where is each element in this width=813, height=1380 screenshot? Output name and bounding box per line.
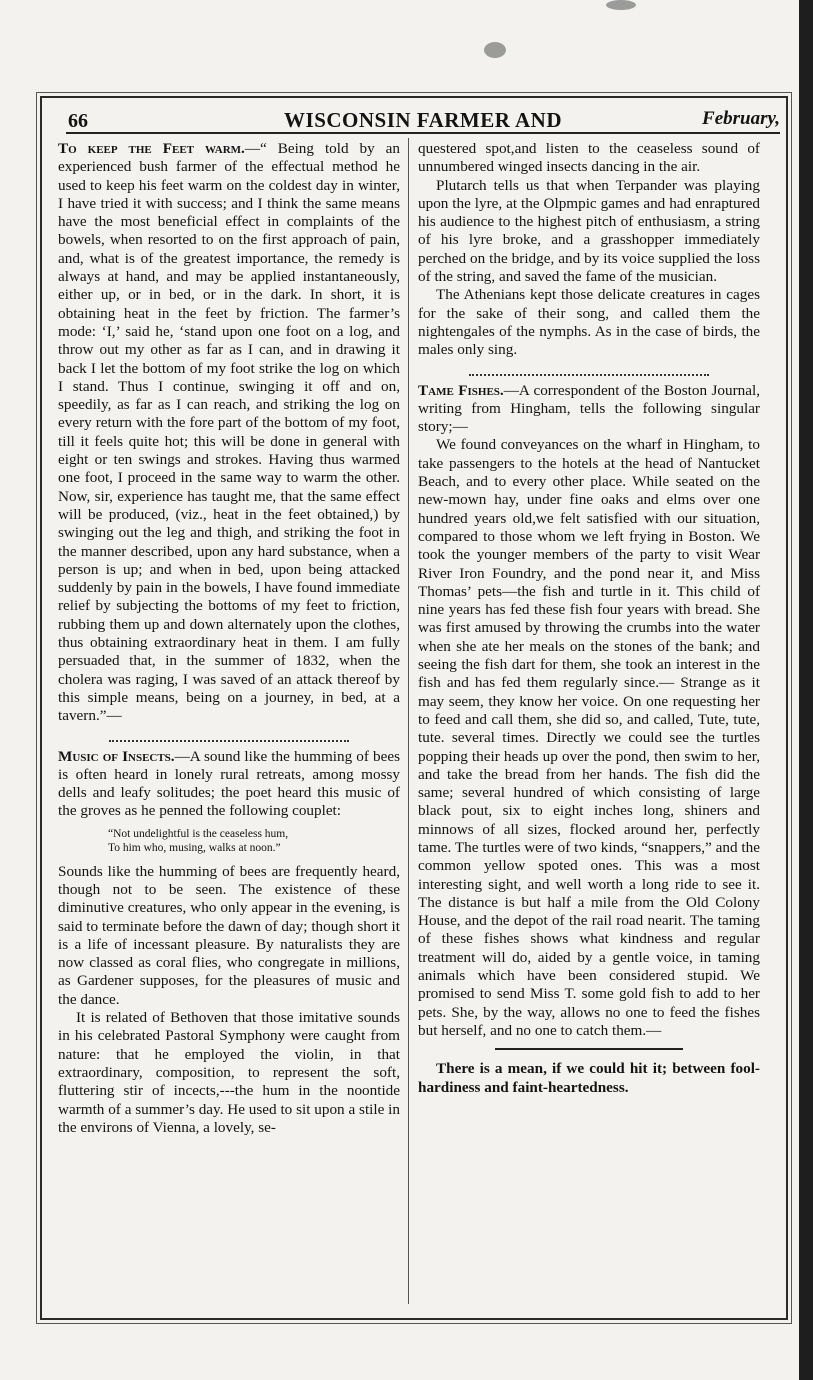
running-header — [66, 104, 780, 134]
verse-line: To him who, musing, walks at noon.” — [108, 841, 281, 854]
paragraph: The Athenians kept those delicate creatures in cages for the sake of their song, and called them the nightengales of the nymphs. As in the case of birds, the males only sing. — [418, 286, 760, 359]
article-keep-feet-warm — [58, 140, 400, 726]
paragraph: questered spot,and listen to the ceaseless sound of unnumbered winged insects dancing in the air. — [418, 140, 760, 176]
closing-maxim — [418, 1060, 760, 1097]
verse-couplet — [108, 827, 400, 855]
page-number: 66 — [68, 110, 88, 132]
column-divider — [408, 138, 409, 1304]
left-column — [58, 140, 400, 1137]
paragraph: Plutarch tells us that when Terpander was playing upon the lyre, at the Olpmpic games and had enraptured his audience to the highest pitch of enthusiasm, a string of his lyre broke, and a grasshopper immediately perched on the bridge, and by its voice supplied the loss of the string, and saved the fame of the musician. — [418, 176, 760, 286]
issue-month: February, — [702, 108, 780, 129]
article-heading: Music of Insects. — [58, 747, 175, 765]
article-music-of-insects — [58, 748, 400, 821]
article-heading: To keep the Feet warm. — [58, 140, 245, 157]
article-tame-fishes — [418, 382, 760, 437]
article-body: —“ Being told by an experienced bush farmer of the effectual method he used to keep his feet warm on the coldest day in winter, I have tried it with success; and I think the same means have the most beneficial effect in complaints of the bowels, when resorted to on the first approach of pain, and, what is of the greatest importance, the remedy is always at hand, and may be applied instantaneously, either up, or in bed, or in the dark. In short, it is obtaining heat in the feet by friction. The farmer’s mode: ‘I,’ said he, ‘stand upon one foot on a log, and throw out my other as far as I can, and in drawing it back I let the bottom of my foot strike the log on which I stand. Thus I continue, swinging it off and on, speedily, as far as I can reach, and striking the log on every return with the fore part of the bottom of my foot, till it feels quite hot; this will be done in general with eight or ten swings and strokes. Having thus warmed one foot, I proceed in the same way to warm the other. Now, sir, experience has taught me, that the same effect will be produced, (viz., heat in the feet obtained,) by swinging out the leg and thigh, and striking the foot in the manner described, upon any hard substance, when a person is up; and when in bed, upon being attacked suddenly by pain in the bowels, I have found immediate relief by subjecting the bottoms of my feet to friction, rubbing them up and down alternately upon the clothes, thus obtaining extraordinary heat in them. I am fully persuaded that, in the summer of 1832, when the cholera was raging, I was saved of an attack thereof by this simple means, being on a journey, in bed, at a tavern.”— — [58, 140, 400, 725]
article-heading: Tame Fishes. — [418, 381, 504, 399]
right-column — [418, 140, 760, 1097]
paragraph: We found conveyances on the wharf in Hingham, to take passengers to the hotels at the head of Nantucket Beach, and to every other place. While seated on the new-mown hay, under fine oaks and elms over one hundred years old,we felt satisfied with our situation, compared to those whom we left frying in Boston. We took the younger members of the party to visit Wear River Iron Foundry, and the pond near it, and Miss Thomas’ pets—the fish and turtle in it. This child of nine years has fed these fish four years with bread. She was first amused by throwing the crumbs into the water when she ate her meals on the stones of the bank; and seeing the fish dart for them, she took an interest in the fish and has fed them regularly since.— Strange as it may seem, they know her voice. On one requesting her to feed and call them, she did so, and called, Tute, tute, tute. several times. Directly we could see the turtles popping their heads up over the pond, then swim to her, and take the bread from her hands. The fish did the same; several hundred of which consisting of large black pout, six to eight inches long, shiners and minnows of all sizes, flocked around her, perfectly tame. The turtles were of two kinds, “snappers,” and the common yellow spoted ones. This was a most interesting sight, and well worth a long ride to see it. The distance is but half a mile from the Old Colony House, and the depot of the rail road nearit. The taming of these fishes shows what kindness and regular treatment will do, aided by a gentle voice, in taming animals which have been considered stupid. We promised to send Miss T. some gold fish to add to her pets. She, by the way, allows no one to feed the fishes but herself, and no one to catch them.— — [418, 436, 760, 1039]
running-title: WISCONSIN FARMER AND — [284, 108, 562, 132]
section-divider — [469, 366, 708, 376]
section-rule — [495, 1048, 683, 1050]
scan-speck — [606, 0, 636, 10]
scan-edge — [799, 0, 813, 1380]
page-frame — [40, 96, 788, 1320]
article-body: —A sound like the humming of bees is often heard in lonely rural retreats, among mossy dells and leafy solitudes; the poet heard this music of the groves as he penned the following couplet: — [58, 747, 400, 820]
verse-line: “Not undelightful is the ceaseless hum, — [108, 827, 289, 840]
maxim-text: There is a mean, if we could hit it; between fool-hardiness and faint-heartedness. — [418, 1060, 760, 1096]
article-intro: —A correspondent of the Boston Journal, writing from Hingham, tells the following singular story;— — [418, 381, 760, 436]
paragraph: Sounds like the humming of bees are frequently heard, though not to be seen. The existence of these diminutive creatures, who only appear in the evening, is said to terminate before the dawn of day; though short it is a life of incessant pleasure. By naturalists they are now classed as coral flies, who congregate in millions, as Gardener supposes, for the pleasures of music and the dance. — [58, 862, 400, 1008]
scan-speck — [484, 42, 506, 58]
section-divider — [109, 732, 348, 742]
paragraph: It is related of Bethoven that those imitative sounds in his celebrated Pastoral Symphony were caught from nature: that he employed the violin, in that extraordinary, composition, to represent the soft, fluttering stir of incects,---the hum in the noontide warmth of a summer’s day. He used to sit upon a stile in the environs of Vienna, a lovely, se- — [58, 1009, 400, 1136]
